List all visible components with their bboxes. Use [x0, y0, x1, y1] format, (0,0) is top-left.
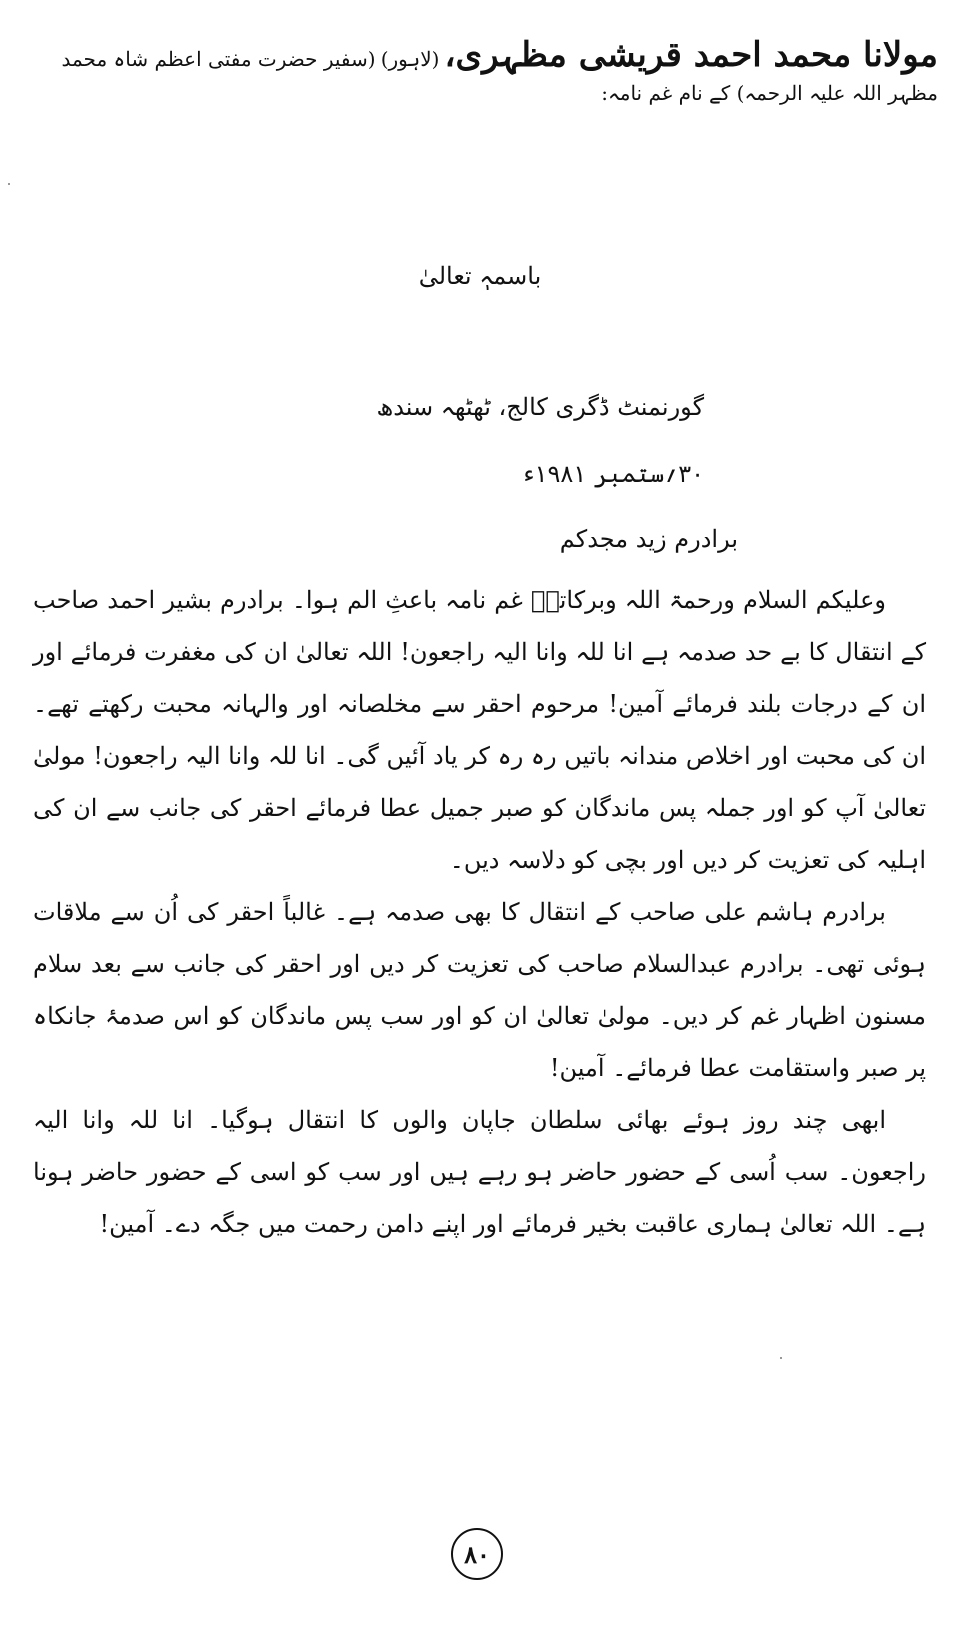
paragraph-1: وعلیکم السلام ورحمۃ اللہ وبرکاتہٗ غم نامہ باعثِ الم ہوا۔ برادرم بشیر احمد صاحب کے انتقال کا بے حد صدمہ ہے انا للہ وانا الیہ راجعون! اللہ تعالیٰ ان کی مغفرت فرمائے اور ان کے درجات بلند فرمائے آمین! مرحوم احقر سے مخلصانہ اور والہانہ محبت رکھتے تھے۔ ان کی محبت اور اخلاص مندانہ باتیں رہ رہ کر یاد آئیں گی۔ انا للہ وانا الیہ راجعون! مولیٰ تعالیٰ آپ کو اور جملہ پس ماندگان کو صبر جمیل عطا فرمائے احقر کی جانب سے ان کی اہلیہ کی تعزیت کر دیں اور بچی کو دلاسہ دیں۔	[33, 586, 926, 874]
recipient-name: مولانا محمد احمد قریشی مظہری،	[444, 35, 938, 75]
salutation: برادرم زید مجدکم	[559, 525, 738, 553]
letter-body	[33, 574, 926, 1250]
invocation: باسمہٖ تعالیٰ	[418, 262, 542, 290]
recipient-city: (لاہور)	[380, 47, 440, 71]
page-number-badge	[451, 1528, 503, 1580]
paragraph-2: برادرم ہاشم علی صاحب کے انتقال کا بھی صدمہ ہے۔ غالباً احقر کی اُن سے ملاقات ہوئی تھی۔ برادرم عبدالسلام صاحب کی تعزیت کر دیں اور احقر کی جانب سے بعد سلام مسنون اظہار غم کر دیں۔ مولیٰ تعالیٰ ان کو اور سب پس ماندگان کو اس صدمۂ جانکاہ پر صبر واستقامت عطا فرمائے۔ آمین!	[33, 898, 926, 1082]
letter-heading	[23, 34, 938, 106]
paragraph-3: ابھی چند روز ہوئے بھائی سلطان جاپان والوں کا انتقال ہوگیا۔ انا للہ وانا الیہ راجعون۔ سب اُسی کے حضور حاضر ہو رہے ہیں اور سب کو اسی کے حضور حاضر ہونا ہے۔ اللہ تعالیٰ ہماری عاقبت بخیر فرمائے اور اپنے دامن رحمت میں جگہ دے۔ آمین!	[33, 1106, 926, 1238]
page-number-text: ۸۰	[464, 1539, 490, 1569]
letter-date: ۳۰؍ستمبر ۱۹۸۱ء	[523, 460, 704, 488]
heading-second-line: مظہر اللہ علیہ الرحمہ) کے نام غم نامہ:	[601, 80, 938, 105]
sender-address: گورنمنٹ ڈگری کالج، ٹھٹھہ سندھ	[376, 393, 704, 421]
scan-speck	[8, 183, 10, 185]
scan-speck	[780, 1357, 782, 1359]
recipient-role: (سفیر حضرت مفتی اعظم شاہ محمد	[61, 47, 376, 71]
